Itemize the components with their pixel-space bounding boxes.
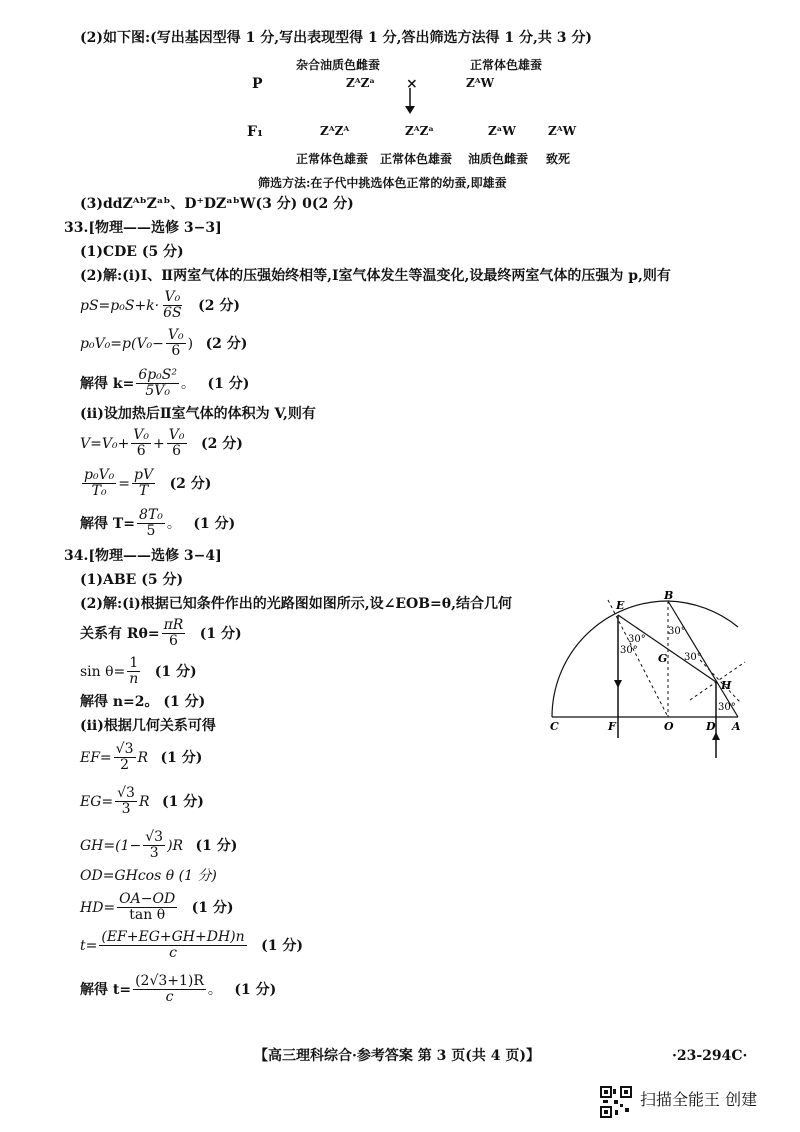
eq-text: sin θ= xyxy=(80,663,126,680)
eq-num: √3 xyxy=(115,741,134,757)
eq-num: 8T₀ xyxy=(139,507,163,523)
label-F: F xyxy=(608,720,616,733)
q33-eq4 xyxy=(80,428,243,460)
footer-center: 【高三理科综合·参考答案 第 3 页(共 4 页)】 xyxy=(254,1048,540,1064)
parent-right-label: 正常体色雄蚕 xyxy=(470,58,543,72)
q33-p2: (2)解:(ⅰ)Ⅰ、Ⅱ两室气体的压强始终相等,Ⅰ室气体发生等温变化,设最终两室气体的压强为 p,则有 xyxy=(80,268,671,284)
eq-text: = xyxy=(118,475,131,492)
watermark: 扫描全能王 创建 xyxy=(640,1090,758,1109)
eq-points: (1 分) xyxy=(195,837,238,854)
eq-text: 解得 k= xyxy=(80,375,135,392)
bio-q2-header: (2)如下图:(写出基因型得 1 分,写出表现型得 1 分,答出筛选方法得 1 分,共 3 分) xyxy=(80,30,592,46)
q33-eq5 xyxy=(80,468,211,500)
q34-title: 34.[物理——选修 3−4] xyxy=(64,548,222,564)
line-BA xyxy=(668,601,738,717)
eq-points: (1 分) xyxy=(191,899,234,916)
label-D: D xyxy=(706,720,716,733)
angle-label: 30° xyxy=(718,702,736,713)
eq-text: pS=p₀S+k· xyxy=(80,297,160,314)
arc-right xyxy=(668,601,738,627)
p-left-genotype: ZᴬZᵃ xyxy=(346,76,375,90)
eq-text: 。 xyxy=(166,515,181,532)
eq-text: )R xyxy=(167,837,184,854)
f1-label: F₁ xyxy=(247,124,264,140)
eq-points: (1 分) xyxy=(261,937,303,954)
eq-num: √3 xyxy=(145,829,164,845)
eq-text: R xyxy=(137,749,149,766)
arc-left xyxy=(552,601,668,717)
q33-eq3 xyxy=(80,368,249,400)
eq-points: (2 分) xyxy=(198,297,240,314)
down-arrow-icon xyxy=(400,86,420,116)
eq-num: OA−OD xyxy=(119,891,176,907)
eq-text: EF= xyxy=(80,749,112,766)
eq-points: (1 分) xyxy=(199,625,242,642)
eq-den: c xyxy=(169,945,177,962)
eq-num: V₀ xyxy=(168,427,185,443)
eq-text: ) xyxy=(187,335,194,352)
eq-num: p₀V₀ xyxy=(84,467,115,483)
eq-num: V₀ xyxy=(167,327,184,343)
eq-text: R xyxy=(138,793,150,810)
normal-H2 xyxy=(700,660,740,702)
q34-eq7 xyxy=(80,868,217,885)
angle-label: 30° xyxy=(668,626,686,637)
eq-text: p₀V₀=p(V₀− xyxy=(80,335,164,352)
eq-num: (2√3+1)R xyxy=(135,973,204,989)
p-right-genotype: ZᴬW xyxy=(466,76,495,90)
label-A: A xyxy=(732,720,741,733)
eq-den: 5V₀ xyxy=(145,383,170,400)
label-O: O xyxy=(664,720,674,733)
label-G: G xyxy=(658,652,668,665)
bio-q3: (3)ddZᴬᵇZᵃᵇ、D⁺DZᵃᵇW(3 分) 0(2 分) xyxy=(80,196,354,212)
eq-den: 2 xyxy=(120,757,130,774)
parent-left-label: 杂合油质色雌蚕 xyxy=(296,58,381,72)
q33-eq2 xyxy=(80,328,247,360)
q34-eq4 xyxy=(80,742,202,774)
eq-den: c xyxy=(165,989,174,1006)
eq-den: T xyxy=(138,483,149,500)
q34-p2: (2)解:(ⅰ)根据已知条件作出的光路图如图所示,设∠EOB=θ,结合几何 xyxy=(80,596,512,612)
eq-den: 6 xyxy=(136,443,146,460)
angle-label: 30° xyxy=(620,645,638,656)
eq-points: (1 分) xyxy=(161,793,204,810)
eq-den: 6S xyxy=(163,305,182,322)
label-C: C xyxy=(550,720,559,733)
normal-H xyxy=(690,662,745,700)
eq-num: pV xyxy=(134,467,154,483)
q33-eq1 xyxy=(80,290,240,322)
eq-den: 3 xyxy=(149,845,159,862)
eq-points: (1 分) xyxy=(154,663,197,680)
f1-genotype-3: ZᵃW xyxy=(488,124,516,138)
eq-points: (2 分) xyxy=(205,335,248,352)
eq-den: 6 xyxy=(172,443,182,460)
q33-p3: (ⅱ)设加热后Ⅱ室气体的体积为 V,则有 xyxy=(80,406,316,422)
eq-text: OD=GHcos θ (1 分) xyxy=(80,868,217,884)
eq-num: 1 xyxy=(129,655,139,671)
label-E: E xyxy=(616,599,625,612)
eq-den: T₀ xyxy=(91,483,107,500)
f1-phenotype-2: 正常体色雄蚕 xyxy=(380,152,453,166)
angle-label: 30° xyxy=(684,652,702,663)
q34-p1: (1)ABE (5 分) xyxy=(80,572,184,588)
eq-num: V₀ xyxy=(164,289,181,305)
eq-num: V₀ xyxy=(133,427,150,443)
optics-diagram xyxy=(540,590,750,765)
label-H: H xyxy=(721,679,732,692)
q34-eq8 xyxy=(80,892,234,924)
p-label: P xyxy=(252,76,263,92)
eq-text: HD= xyxy=(80,899,116,916)
eq-den: 6 xyxy=(171,343,181,360)
label-B: B xyxy=(664,590,674,602)
eq-text: 。 xyxy=(181,375,195,392)
footer-code: ·23-294C· xyxy=(672,1048,748,1064)
angle-label: 30° xyxy=(628,634,646,645)
eq-text: + xyxy=(153,435,165,452)
q34-eq10 xyxy=(80,974,276,1006)
q34-eq1 xyxy=(80,618,242,650)
eq-text: t= xyxy=(80,937,98,954)
q34-eq6 xyxy=(80,830,237,862)
eq-points: (2 分) xyxy=(200,435,243,452)
eq-points: (1 分) xyxy=(160,749,203,766)
eq-den: n xyxy=(129,671,139,688)
q34-eq2 xyxy=(80,656,197,688)
f1-genotype-4: ZᴬW xyxy=(548,124,577,138)
q34-eq3: 解得 n=2。 (1 分) xyxy=(80,694,206,710)
eq-text: 。 xyxy=(207,981,222,998)
eq-text: 关系有 Rθ= xyxy=(80,625,160,642)
eq-text: GH=(1− xyxy=(80,837,142,854)
q33-p1: (1)CDE (5 分) xyxy=(80,244,184,260)
eq-points: (2 分) xyxy=(169,475,212,492)
qr-code-icon xyxy=(600,1086,632,1118)
f1-genotype-1: ZᴬZᴬ xyxy=(320,124,350,138)
eq-points: (1 分) xyxy=(234,981,277,998)
screen-method: 筛选方法:在子代中挑选体色正常的幼蚕,即雄蚕 xyxy=(258,176,507,190)
q33-eq6 xyxy=(80,508,235,540)
f1-phenotype-3: 油质色雌蚕 xyxy=(468,152,529,166)
ray-arrow-icon xyxy=(614,680,622,688)
q34-p3: (ⅱ)根据几何关系可得 xyxy=(80,718,216,734)
eq-points: (1 分) xyxy=(207,375,250,392)
f1-genotype-2: ZᴬZᵃ xyxy=(405,124,434,138)
eq-num: (EF+EG+GH+DH)n xyxy=(101,929,245,945)
cross-symbol: × xyxy=(406,76,418,92)
q33-title: 33.[物理——选修 3−3] xyxy=(64,220,222,236)
q34-eq5 xyxy=(80,786,204,818)
eq-text: 解得 t= xyxy=(80,981,132,998)
f1-phenotype-4: 致死 xyxy=(546,152,571,166)
eq-num: 6p₀S² xyxy=(138,367,177,383)
eq-text: V=V₀+ xyxy=(80,435,130,452)
eq-text: EG= xyxy=(80,793,114,810)
eq-num: √3 xyxy=(117,785,135,801)
eq-den: 6 xyxy=(168,633,178,650)
ray-arrow-icon xyxy=(712,732,720,740)
f1-phenotype-1: 正常体色雄蚕 xyxy=(296,152,369,166)
eq-den: tan θ xyxy=(129,907,166,924)
eq-den: 3 xyxy=(121,801,131,818)
q34-eq9 xyxy=(80,930,303,962)
eq-text: 解得 T= xyxy=(80,515,136,532)
eq-points: (1 分) xyxy=(193,515,236,532)
eq-den: 5 xyxy=(146,523,156,540)
eq-num: πR xyxy=(163,617,184,633)
